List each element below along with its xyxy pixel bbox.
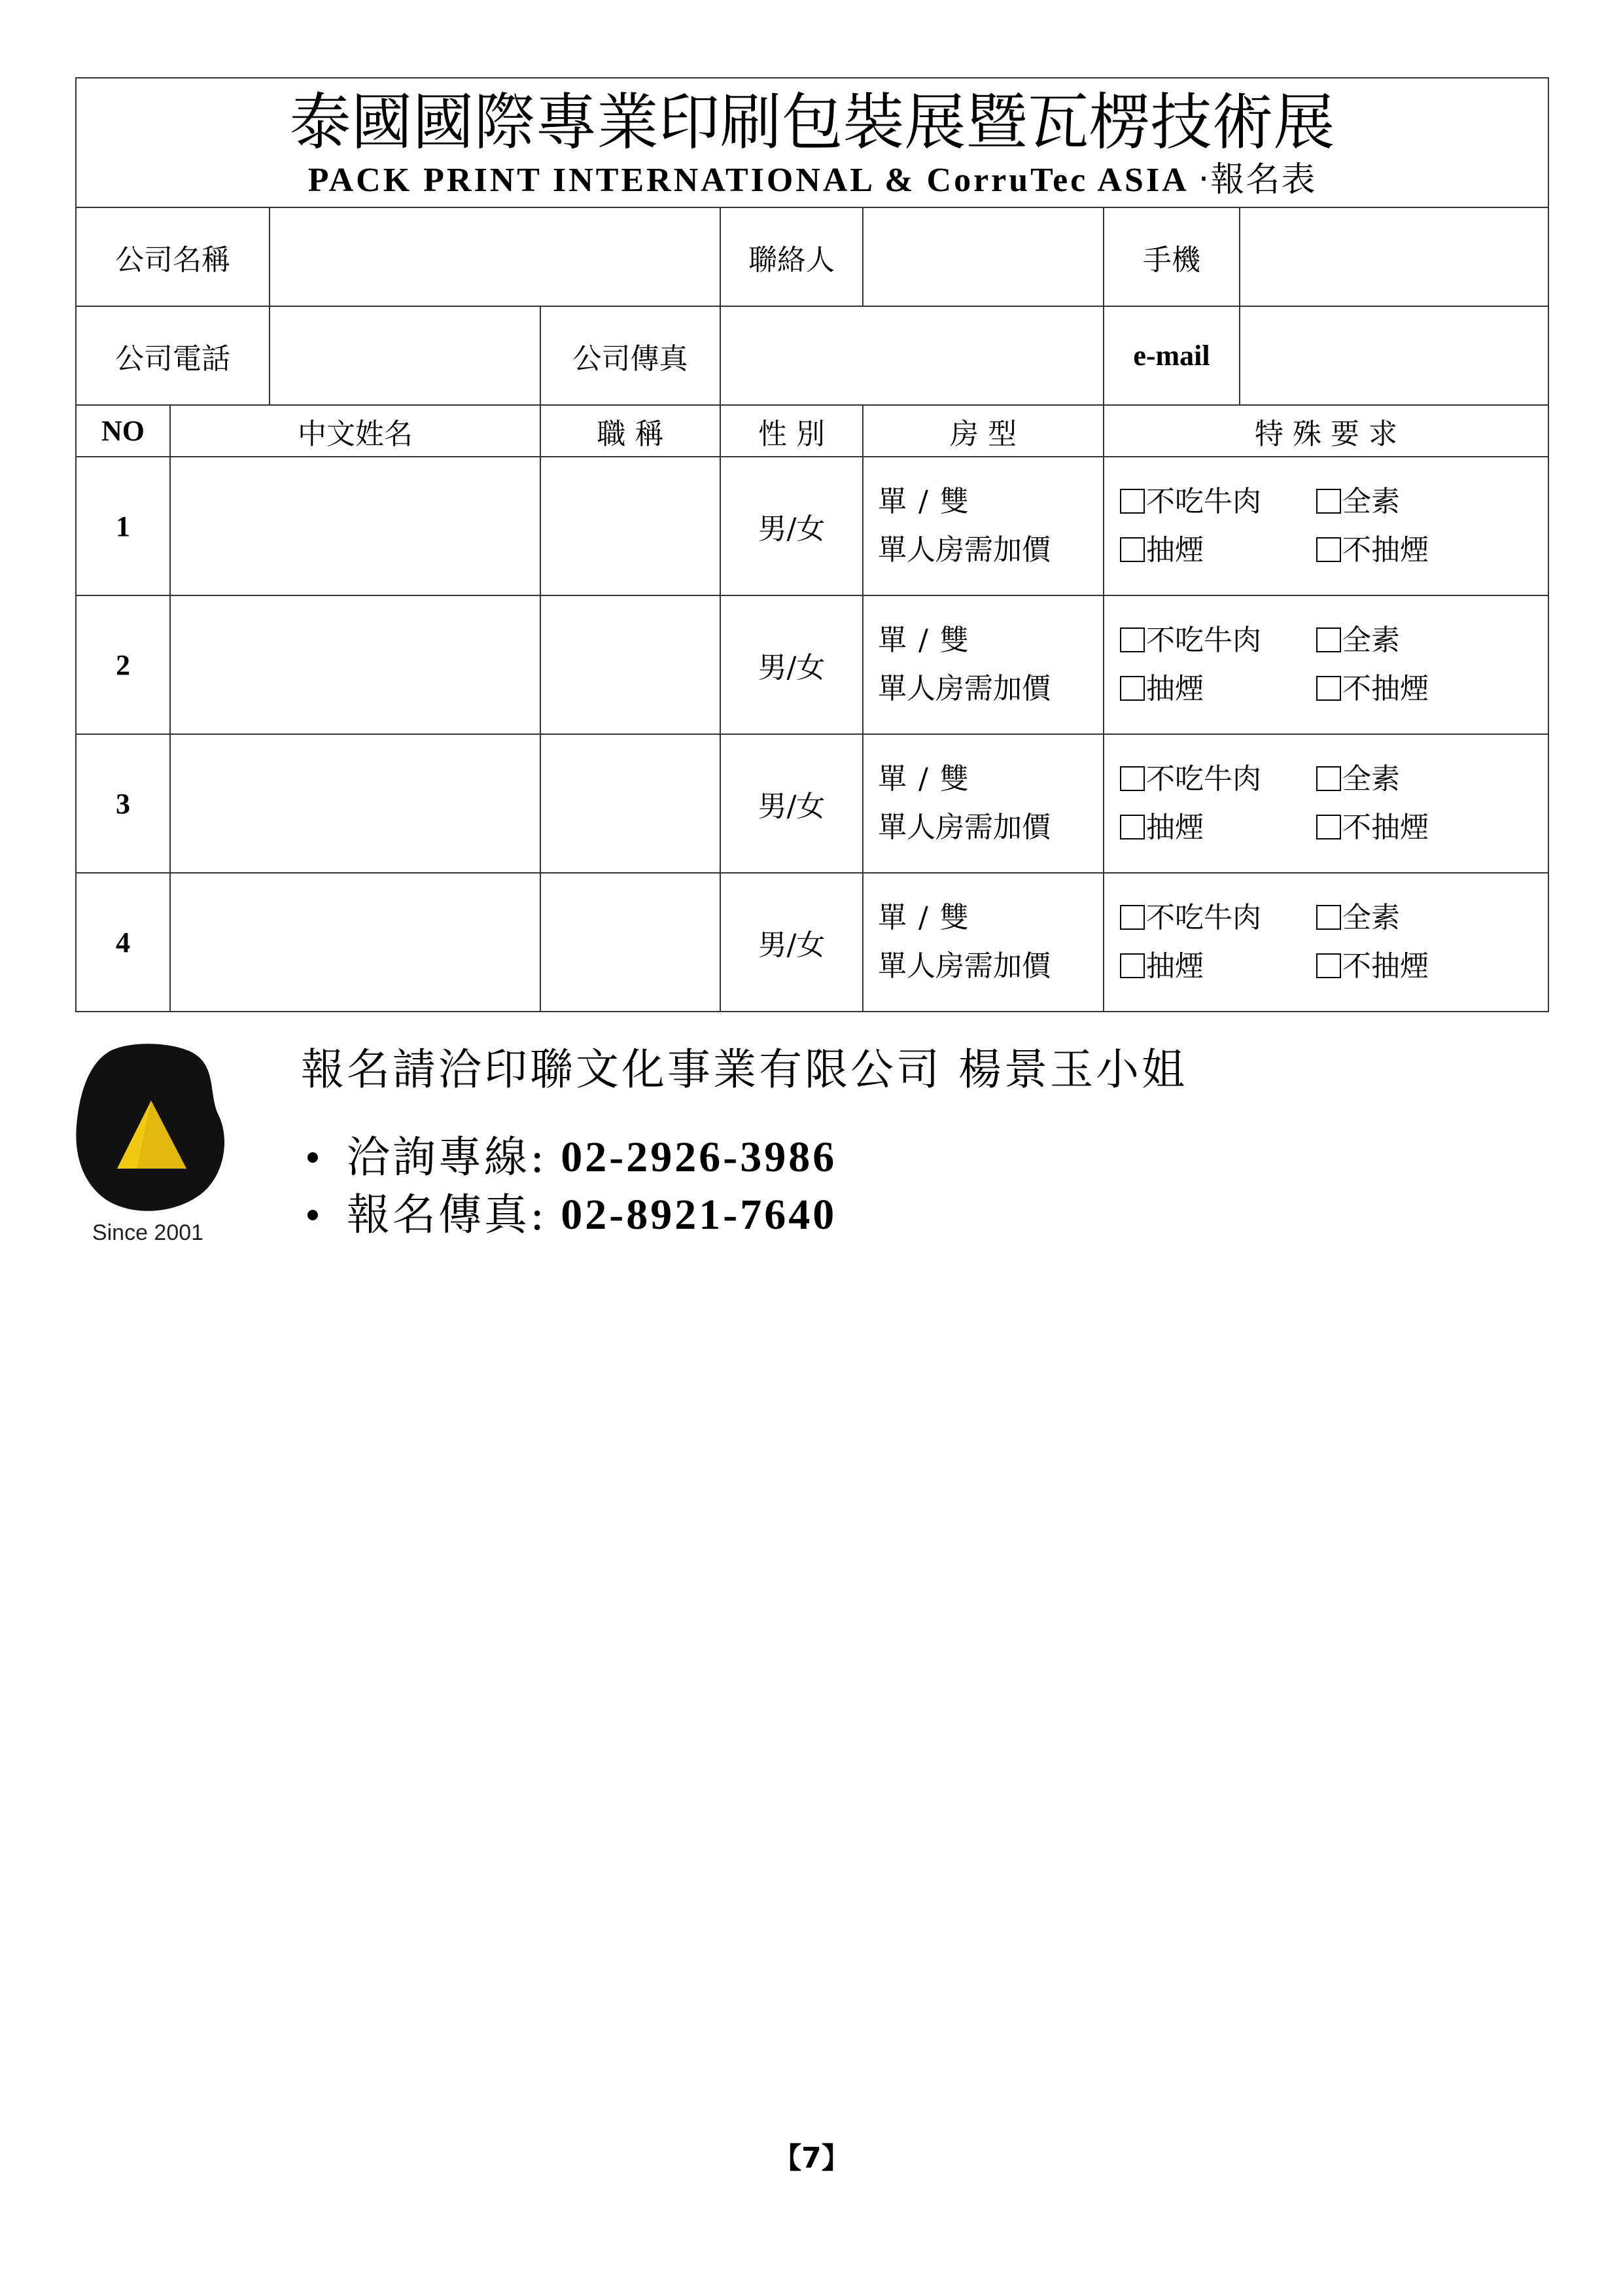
special-requests-options (1104, 595, 1548, 734)
gender-choice[interactable]: 男/女 (720, 734, 863, 873)
checkbox[interactable] (1120, 537, 1145, 562)
table-row (76, 457, 1548, 595)
checkbox[interactable] (1120, 905, 1145, 930)
job-title-field[interactable] (540, 873, 720, 1012)
table-row (76, 873, 1548, 1012)
company-phone-field[interactable] (270, 306, 540, 405)
row-number: 2 (76, 595, 170, 734)
logo-graphic (74, 1040, 231, 1250)
option-vegan[interactable]: 全素 (1316, 616, 1512, 665)
company-name-field[interactable] (270, 207, 720, 306)
option-no-beef[interactable]: 不吃牛肉 (1120, 616, 1316, 665)
row-number: 3 (76, 734, 170, 873)
form-title: 泰國國際專業印刷包裝展暨瓦楞技術展 (289, 86, 1335, 158)
option-vegan[interactable]: 全素 (1316, 894, 1512, 942)
special-requests-options (1104, 873, 1548, 1012)
col-no: NO (76, 405, 170, 457)
chinese-name-field[interactable] (170, 595, 540, 734)
checkbox[interactable] (1316, 905, 1341, 930)
registration-form-table (75, 77, 1549, 1012)
checkbox[interactable] (1316, 766, 1341, 791)
checkbox[interactable] (1316, 627, 1341, 652)
mobile-label: 手機 (1104, 207, 1240, 306)
option-non-smoking[interactable]: 不抽煙 (1316, 942, 1512, 991)
fax-number: 02-8921-7640 (561, 1191, 837, 1239)
room-surcharge-note: 單人房需加價 (878, 533, 1051, 567)
room-surcharge-note: 單人房需加價 (878, 672, 1051, 705)
option-smoking[interactable]: 抽煙 (1120, 665, 1316, 713)
option-vegan[interactable]: 全素 (1316, 478, 1512, 526)
table-row (76, 595, 1548, 734)
room-single-double: 單 / 雙 (878, 485, 970, 518)
option-smoking[interactable]: 抽煙 (1120, 804, 1316, 852)
checkbox[interactable] (1120, 627, 1145, 652)
row-number: 1 (76, 457, 170, 595)
chinese-name-field[interactable] (170, 457, 540, 595)
page-number: 【7】 (773, 2142, 850, 2175)
list-item (301, 1129, 1187, 1186)
contact-person-field[interactable] (863, 207, 1104, 306)
room-surcharge-note: 單人房需加價 (878, 811, 1051, 844)
job-title-field[interactable] (540, 595, 720, 734)
email-label: e-mail (1104, 306, 1240, 405)
checkbox[interactable] (1120, 489, 1145, 514)
row-number: 4 (76, 873, 170, 1012)
option-vegan[interactable]: 全素 (1316, 755, 1512, 804)
special-requests-options (1104, 734, 1548, 873)
table-row (76, 734, 1548, 873)
chinese-name-field[interactable] (170, 873, 540, 1012)
special-requests-options (1104, 457, 1548, 595)
checkbox[interactable] (1316, 815, 1341, 839)
col-chinese-name: 中文姓名 (170, 405, 540, 457)
room-surcharge-note: 單人房需加價 (878, 949, 1051, 983)
checkbox[interactable] (1316, 537, 1341, 562)
email-field[interactable] (1240, 306, 1548, 405)
company-name-label: 公司名稱 (76, 207, 270, 306)
logo-since-text: Since 2001 (92, 1220, 204, 1245)
subtitle-separator: ‧ (1198, 160, 1211, 200)
checkbox[interactable] (1120, 815, 1145, 839)
hotline-number: 02-2926-3986 (561, 1133, 837, 1181)
option-no-beef[interactable]: 不吃牛肉 (1120, 478, 1316, 526)
form-subtitle (77, 159, 1548, 202)
bullet-icon (307, 1152, 318, 1163)
checkbox[interactable] (1120, 953, 1145, 978)
room-single-double: 單 / 雙 (878, 624, 970, 657)
checkbox[interactable] (1316, 676, 1341, 701)
contact-section (301, 1037, 1187, 1244)
gender-choice[interactable]: 男/女 (720, 595, 863, 734)
company-fax-field[interactable] (720, 306, 1104, 405)
checkbox[interactable] (1316, 489, 1341, 514)
subtitle-en: PACK PRINT INTERNATIONAL & CorruTec ASIA (307, 161, 1187, 199)
option-non-smoking[interactable]: 不抽煙 (1316, 526, 1512, 574)
room-type-choice[interactable] (863, 595, 1104, 734)
company-fax-label: 公司傳真 (540, 306, 720, 405)
chinese-name-field[interactable] (170, 734, 540, 873)
room-type-choice[interactable] (863, 457, 1104, 595)
job-title-field[interactable] (540, 734, 720, 873)
col-job-title: 職 稱 (540, 405, 720, 457)
gender-choice[interactable]: 男/女 (720, 457, 863, 595)
subtitle-cjk: 報名表 (1210, 160, 1317, 200)
checkbox[interactable] (1120, 766, 1145, 791)
col-gender: 性 別 (720, 405, 863, 457)
col-room-type: 房 型 (863, 405, 1104, 457)
col-special-requests: 特 殊 要 求 (1104, 405, 1548, 457)
contact-title: 報名請洽印聯文化事業有限公司 楊景玉小姐 (301, 1044, 1187, 1095)
contact-person-label: 聯絡人 (720, 207, 863, 306)
form-header (76, 78, 1548, 207)
room-single-double: 單 / 雙 (878, 762, 970, 796)
bullet-icon (307, 1210, 318, 1220)
company-logo (74, 1040, 231, 1250)
checkbox[interactable] (1120, 676, 1145, 701)
checkbox[interactable] (1316, 953, 1341, 978)
room-type-choice[interactable] (863, 873, 1104, 1012)
company-phone-label: 公司電話 (76, 306, 270, 405)
list-item (301, 1186, 1187, 1244)
job-title-field[interactable] (540, 457, 720, 595)
option-non-smoking[interactable]: 不抽煙 (1316, 665, 1512, 713)
hotline-label: 洽詢專線: (347, 1132, 548, 1182)
mobile-field[interactable] (1240, 207, 1548, 306)
option-smoking[interactable]: 抽煙 (1120, 942, 1316, 991)
contact-list (301, 1129, 1187, 1244)
option-no-beef[interactable]: 不吃牛肉 (1120, 894, 1316, 942)
option-smoking[interactable]: 抽煙 (1120, 526, 1316, 574)
option-no-beef[interactable]: 不吃牛肉 (1120, 755, 1316, 804)
room-type-choice[interactable] (863, 734, 1104, 873)
gender-choice[interactable]: 男/女 (720, 873, 863, 1012)
room-single-double: 單 / 雙 (878, 901, 970, 934)
option-non-smoking[interactable]: 不抽煙 (1316, 804, 1512, 852)
fax-label: 報名傳真: (347, 1190, 548, 1240)
